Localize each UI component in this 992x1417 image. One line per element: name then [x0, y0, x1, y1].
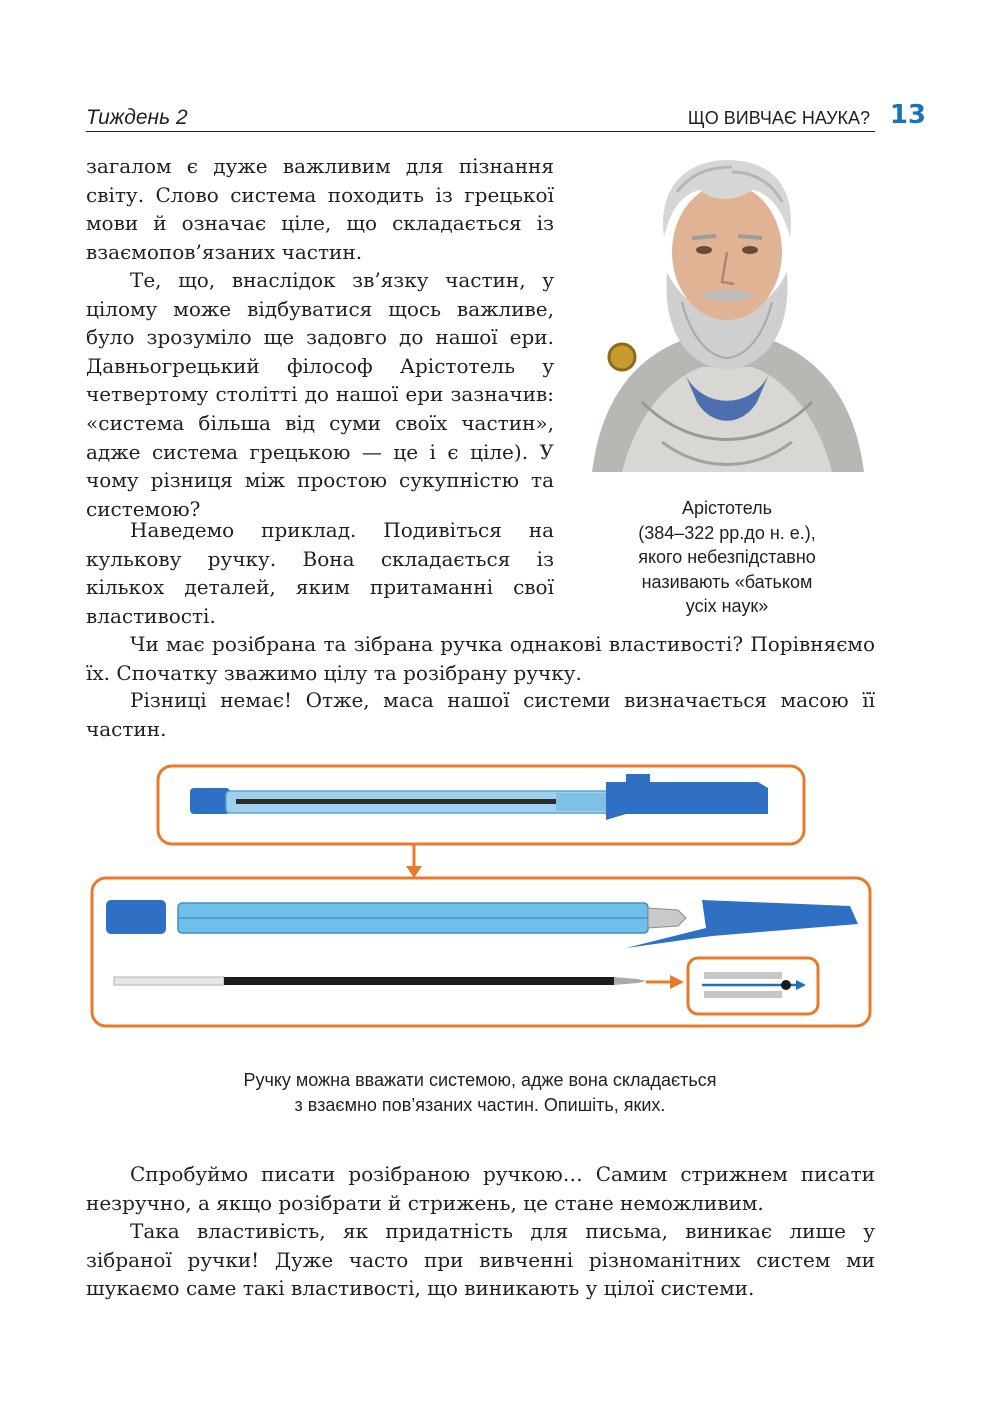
disassembled-pen-body: [106, 900, 858, 948]
paragraph-5: Різниці немає! Отже, маса нашої системи визначається масою її частин.: [86, 688, 875, 741]
page-header: [86, 100, 926, 134]
paragraph-6: Спробуймо писати розібраною ручкою… Самим стрижнем писати незручно, а якщо розібрати й стрижень, це стане неможливим.: [86, 1162, 875, 1215]
aristotle-caption-line: Арістотель: [681, 498, 772, 518]
pen-caption-line: Ручку можна вважати системою, адже вона складається: [243, 1070, 717, 1090]
paragraph-3: Наведемо приклад. Подивіться на кулькову ручку. Вона складається із кількох деталей, яким притаманні свої властивості.: [86, 518, 554, 628]
week-label: Тиждень 2: [86, 106, 188, 129]
assembled-pen: [190, 774, 768, 820]
disassembled-pen-frame: [92, 878, 870, 1026]
pen-figure: [86, 760, 876, 1035]
aristotle-caption-line: усіх наук»: [685, 596, 769, 616]
aristotle-caption-line: якого небезпідставно: [638, 547, 816, 567]
paragraph-7: Така властивість, як придатність для письма, виникає лише у зібраної ручки! Дуже часто при вивченні різноманітних систем ми шукаємо саме такі властивості, що виникають у цілої системи.: [86, 1219, 875, 1301]
aristotle-caption-line: називають «батьком: [641, 571, 813, 592]
pen-refill: [114, 977, 646, 985]
header-rule: [86, 131, 875, 132]
tip-detail: [702, 972, 806, 998]
paragraph-4: Чи має розібрана та зібрана ручка однакові властивості? Порівняємо їх. Спочатку зважимо цілу та розібрану ручку.: [86, 632, 875, 685]
paragraph-1: загалом є дуже важливим для пізнання світу. Слово система походить із грецької мови й означає ціле, що складається із взаємопов’язаних частин.: [86, 154, 554, 264]
paragraph-2: Те, що, внаслідок зв’язку частин, у цілому може відбуватися щось важливе, було зрозуміло ще задовго до нашої ери. Давньогрецький філософ Арістотель у четвертому столітті до нашої ери зазначив: «система більша від суми своїх частин», адже система грецькою — це і є ціле). У чому різниця між простою сукупністю та системою?: [86, 268, 554, 521]
page-number: 13: [889, 100, 926, 130]
pen-caption-line: з взаємно пов’язаних частин. Опишіть, яких.: [294, 1094, 666, 1115]
section-title: ЩО ВИВЧАЄ НАУКА?: [687, 108, 870, 128]
aristotle-portrait: [582, 152, 872, 480]
aristotle-caption-line: (384–322 рр.до н. е.),: [638, 522, 816, 543]
aristotle-caption: [600, 496, 854, 619]
pen-caption: [160, 1068, 800, 1117]
